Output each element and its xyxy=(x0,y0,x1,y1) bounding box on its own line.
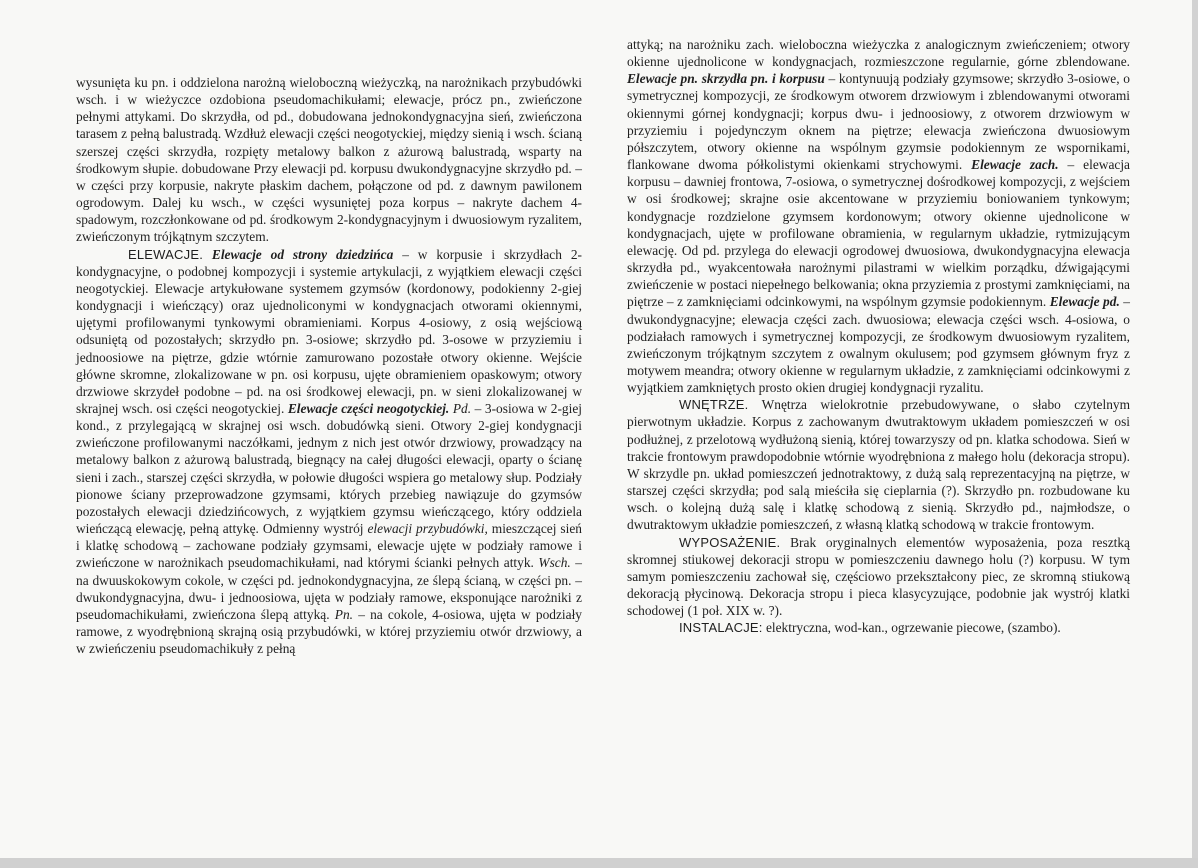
left-text-column xyxy=(76,74,582,657)
subheading-elewacje-pn: Elewacje pn. skrzydła pn. i korpusu xyxy=(627,71,825,87)
text-segment: – 3-osiowa w 2-giej kond., z przylegającą w skrajnej osi wsch. dobudówką sieni. Otwory 2-giej kondygnacji zwieńczone profilowanymi naczółkami, jednym z nich jest otwór drzwiowy, prowadzący na metalowy balkon z ażurową balustradą, biegnący na całej długości elewacji, oparty o ścianę sieni i zach., starszej części skrzydła, w połowie długości wspiera go metalowy słup. Podziały pionowe ściany przeprowadzone gzymsami, których przebieg nawiązuje do gzymsów pozostałych elewacji dziedzińcowych, z wyjątkiem gzymsu wieńczącego, który oddziela wieńczącą elewację, pełną attykę. Odmienny wystrój xyxy=(76,400,582,537)
section-heading-wyposazenie: WYPOSAŻENIE. xyxy=(679,534,781,550)
paragraph-elewacje xyxy=(76,246,582,658)
text-segment: – w korpusie i skrzydłach 2-kondygnacyjne, o podobnej kompozycji i systemie artykulacji, z wyjątkiem elewacji części neogotyckiej. Elewacje artykułowane systemem gzymsów (kordonowy, podokienny 2-giej kondygnacji i wieńczący) oraz ujednoliconymi w kondygnacjach otworami okiennymi, ujętymi profilowanymi tynkowymi obramieniami. Korpus 4-osiowy, z osią wejściową odsuniętą od pozostałych; skrzydło pn. 3-osiowe; skrzydło pd. 3-osowe w przyziemiu i jednoosiowe na piętrze, gdzie wtórnie zamurowano pozostałe otwory okienne. Wejście główne skromne, zlokalizowane w pn. osi korpusu, ujęte obramieniem opaskowym; otwory drzwiowe skrzydeł podobne – pd. na osi środkowej elewacji, pn. w sieni zlokalizowanej w skrajnej wsch. osi części neogotyckiej. xyxy=(76,246,582,416)
label-pd: Pd. xyxy=(452,400,472,416)
section-heading-elewacje: ELEWACJE. xyxy=(128,246,204,262)
text-segment: – elewacja korpusu – dawniej frontowa, 7-osiowa, o symetrycznej dośrodkowej kompozycji, z wejściem w osi środkowej; skrajne osie akcentowane w przyziemiu boniowaniem tynkowym; kondygnacje rozdzielone gzymsem kordonowym; otwory okienne ujednolicone w kondygnacjach, ujęte w profilowane obramienia, w regularnym układzie, rytmizującym elewację. Od pd. przylega do elewacji ogrodowej dwuosiowa, dwukondygnacyjna elewacja skrzydła pd., wyakcentowała narożnymi pilastrami w wielkim porządku, dźwigającymi zwieńczenie w postaci niepełnego belkowania; okna przyziemia z prostymi zamknięciami, na piętrze – z zamknięciami odcinkowymi, na wspólnym gzymsie podokiennym. xyxy=(627,157,1131,310)
scan-edge-right xyxy=(1192,0,1198,868)
paragraph-elewacje-continued xyxy=(627,36,1130,396)
label-przybudowka: elewacji przybudówki, xyxy=(367,521,488,537)
text-segment: attyką; na narożniku zach. wieloboczna wieżyczka z analogicznym zwieńczeniem; otwory okienne ujednolicone w kondygnacjach, rozmieszczone regularnie, górne zblendowane. xyxy=(627,37,1130,70)
subheading-elewacje-zach: Elewacje zach. xyxy=(971,157,1059,173)
subheading-dziedziniec: Elewacje od strony dziedzińca xyxy=(211,246,394,262)
text-segment: – kontynuują podziały gzymsowe; skrzydło 3-osiowe, o symetrycznej kompozycji, ze środkowym otworem drzwiowym i zblendowanymi otworami okiennymi górnej kondygnacji; korpus dwu- i jednoosiowy, z otworem drzwiowym w przyziemiu i pojedynczym oknem na piętrze; elewacja zwieńczona dwuosiowym półszczytem, otwory okienne na wspólnym gzymsie podokiennym ze wspornikami, flankowane dwoma półkolistymi okienkami strychowymi. xyxy=(627,71,1130,173)
scan-edge-bottom xyxy=(0,858,1198,868)
section-heading-instalacje: INSTALACJE: xyxy=(679,620,763,636)
text-segment: – na dwuuskokowym cokole, w części pd. jednokondygnacyjna, ze ślepą ścianą, w części pn. – dwukondygnacyjna, dwu- i jednoosiowa, ujęta w podziały ramowe, eksponujące narożniki z pseudomachikułami, zwieńczona ślepą attyką. xyxy=(76,555,583,622)
paragraph-wyposazenie xyxy=(627,534,1130,620)
label-pn: Pn. xyxy=(334,606,353,622)
text-segment: – na cokole, 4-osiowa, ujęta w podziały ramowe, z wyodrębnioną skrajną osią przybudówki, w której przyziemiu otwór drzwiowy, a w zwieńczeniu pseudomachikuły z pełną xyxy=(76,606,582,657)
subheading-neogotycka: Elewacje części neogotyckiej. xyxy=(287,400,450,416)
text-segment: elektryczna, wod-kan., ogrzewanie piecowe, (szambo). xyxy=(762,620,1061,636)
section-heading-wnetrze: WNĘTRZE. xyxy=(679,397,749,413)
label-wsch: Wsch. xyxy=(538,555,571,571)
text-segment: – dwukondygnacyjne; elewacja części zach. dwuosiowa; elewacja części wsch. 4-osiowa, o podziałach ramowych i symetrycznej kompozycji, ze środkowym dwuosiowym ryzalitem, zwieńczonym trójkątnym szczytem z owalnym okulusem; pod gzymsem głównym fryz z motywem meandra; otwory okienne w regularnym układzie, z zamknięciami odcinkowymi z wyjątkiem zamkniętych prosto okien drugiej kondygnacji ryzalitu. xyxy=(627,294,1130,396)
right-text-column xyxy=(627,36,1130,636)
paragraph-opening: wysunięta ku pn. i oddzielona narożną wieloboczną wieżyczką, na narożnikach przybudówki wsch. i w wieżyczce ozdobiona pseudomachikułami; elewacje, prócz pn., zwieńczone pełnymi attykami. Do skrzydła, od pd., dobudowana jednokondygnacyjna sień, zwieńczona tarasem z pełną balustradą. Wzdłuż elewacji części neogotyckiej, między sienią i wsch. ścianą szerszej części skrzydła, rozpięty metalowy balkon z ażurową balustradą, wsparty na środkowym słupie. dobudowane Przy elewacji pd. korpusu dwukondygnacyjne skrzydło pd. – w części przy korpusie, nakryte płaskim dachem, połączone od pd. z dawnym pawilonem ogrodowym. Dalej ku wsch., w części wysuniętej poza korpus – nakryte dachem 4-spadowym, rozczłonkowane od pd. środkowym 2-kondygnacyjnym i dwuosiowym ryzalitem, zwieńczonym trójkątnym szczytem. xyxy=(76,75,582,245)
text-segment: Brak oryginalnych elementów wyposażenia, poza resztką skromnej stiukowej dekoracji stropu w pomieszczeniu dawnego holu (?) korpusu. W tym samym pomieszczeniu zachował się, częściowo przekształcony piec, ze skromną stiukową dekoracją płycinową. Dekoracja stropu i pieca klasycyzujące, podobnie jak wystrój klatki schodowej (1 poł. XIX w. ?). xyxy=(627,534,1130,619)
subheading-elewacje-pd: Elewacje pd. xyxy=(1049,294,1120,310)
paragraph-wnetrze xyxy=(627,396,1130,533)
text-segment: Wnętrza wielokrotnie przebudowywane, o słabo czytelnym pierwotnym układzie. Korpus z zachowanym dwutraktowym układem pomieszczeń w osi podłużnej, z przelotową wydłużoną sienią, której towarzyszy od pn. klatka schodowa. Sień w trakcie frontowym prawdopodobnie wtórnie wyodrębniona z małego holu (dekoracja stropu). W skrzydle pn. układ pomieszczeń jednotraktowy, z dużą salą reprezentacyjną na piętrze, w starszej części skrzydła; pod salą mieściła się cieplarnia (?). Skrzydło pn. rozbudowane ku wsch. o kolejną dużą salę i klatkę schodową z sienią. Skrzydło pd., najmłodsze, o dwutraktowym układzie pomieszczeń, z własną klatką schodową w trakcie frontowym. xyxy=(627,397,1130,533)
text-segment: mieszczącej sień i klatkę schodową – zachowane podziały gzymsami, elewacje ujęte w podziały ramowe i zwieńczone w narożnikach pseudomachikułami, nad którymi ścianki pełnych attyk. xyxy=(76,521,582,571)
paragraph-instalacje xyxy=(627,619,1130,636)
